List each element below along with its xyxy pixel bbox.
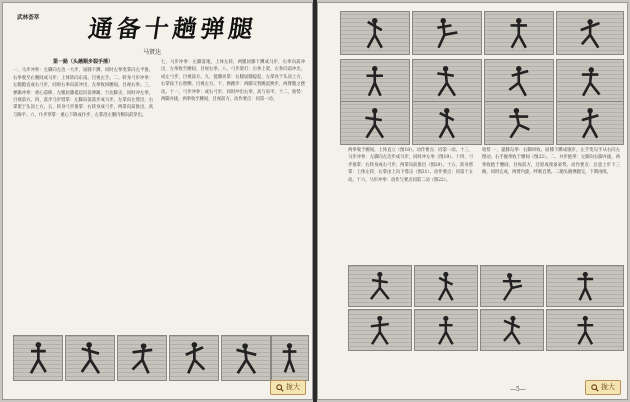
martial-arts-photo bbox=[480, 309, 544, 351]
zoom-label: 拢大 bbox=[601, 383, 615, 391]
zoom-button[interactable] bbox=[270, 380, 306, 395]
martial-arts-photo bbox=[348, 265, 412, 307]
left-column-2 bbox=[161, 59, 305, 103]
left-column-1 bbox=[13, 59, 153, 119]
right-column-1: 两拳收于腰间，上体直立（图18）。动作要点：同第一动。十三、马步冲拳：左脚向左迈步成马步，同时冲左拳（图19）。十四、弓步推掌：右转身成右弓步，两掌向前推出（图20）。十五、转身劈掌：上体左转，右掌由上向下劈击（图21）。动作要点：同第十五动。十六、马步冲拳：动作与要点同第二动（图22）。 bbox=[348, 148, 473, 183]
martial-arts-photo bbox=[271, 335, 309, 381]
martial-arts-photo bbox=[221, 335, 271, 381]
martial-arts-photo bbox=[412, 11, 482, 55]
martial-arts-photo bbox=[556, 101, 624, 145]
martial-arts-photo bbox=[348, 309, 412, 351]
martial-arts-photo bbox=[412, 59, 482, 103]
magnifier-icon bbox=[591, 384, 599, 392]
martial-arts-photo bbox=[13, 335, 63, 381]
author-name: 马贤达 bbox=[143, 49, 162, 56]
page-number: —5— bbox=[510, 386, 526, 393]
martial-arts-photo bbox=[546, 265, 624, 307]
left-page bbox=[2, 2, 313, 400]
martial-arts-photo bbox=[117, 335, 167, 381]
section-heading: 第一路（头趟顺步裂手捶） bbox=[52, 59, 113, 65]
left-column-2-text: 七、马步冲拳：左脚落地，上体左转，两腿屈膝下蹲成马步，右拳向前冲出，左拳收至腰间，目视右拳。八、弓步架打：右拳上架，左拳向前冲出，成左弓步，目视前方。九、提膝亮掌：右腿屈膝提起，左掌亮于头顶上方，右掌按于右胯侧，目视左方。十、换跳步：两脚交替跳起换步，两臂随之摆动。十一、弓步冲拳：成右弓步，同时冲出右拳，高与肩平。十二、收势：两脚并拢，两拳收至腰间，目视前方。动作要点：同第一动。 bbox=[161, 60, 305, 103]
martial-arts-photo bbox=[340, 11, 410, 55]
martial-arts-photo bbox=[412, 101, 482, 145]
martial-arts-photo bbox=[546, 309, 624, 351]
article-title: 通备十趟弹腿 bbox=[86, 14, 259, 43]
martial-arts-photo bbox=[484, 11, 554, 55]
zoom-label: 拢大 bbox=[286, 383, 300, 391]
magnifier-icon bbox=[276, 384, 284, 392]
martial-arts-photo bbox=[556, 11, 624, 55]
martial-arts-photo bbox=[480, 265, 544, 307]
series-label: 武林荟萃 bbox=[17, 15, 40, 21]
martial-arts-photo bbox=[414, 309, 478, 351]
zoom-button[interactable] bbox=[585, 380, 621, 395]
right-column-2: 收势 一、提膝勾拳：右脚回收，屈膝下蹲成歇步，左手变勾手从右向左摆动，右手握拳收于腰间（图22）。二、并步抱拳：左脚向右脚并拢，两拳收抱于腰间，目视前方，还原成预备姿势。动作要点：注意上步下三路，同时完成，两臂内旋，呼吸自然。二趟头趟弹腿完，下期再续。 bbox=[482, 148, 620, 176]
martial-arts-photo bbox=[484, 101, 554, 145]
left-column-1-text: 一、马步冲拳：左脚向左迈一大步，屈膝下蹲，同时左拳变掌向左平推，右拳收至右腰间成马步；上体转向东南。目视左手。二、转身弓步冲拳：左腿蹬直成右弓步，同时右拳向前冲出，左拳收回腰间，目视右拳。三、弹踢冲拳：重心前移，左腿屈膝提起向前弹踢，力达脚尖，同时冲左拳，目视前方。四、落步马步劈掌：左脚向前落步成马步，左掌向左劈出，右掌架于头顶上方。五、转身弓步推掌：右转身成弓步，两掌向前推出，高与胸平。六、仆步穿掌：重心下降成仆步，左掌沿左腿内侧向前穿出。 bbox=[13, 68, 153, 118]
martial-arts-photo bbox=[484, 59, 554, 103]
martial-arts-photo bbox=[556, 59, 624, 103]
martial-arts-photo bbox=[340, 101, 410, 145]
right-page bbox=[317, 2, 628, 400]
martial-arts-photo bbox=[65, 335, 115, 381]
martial-arts-photo bbox=[169, 335, 219, 381]
martial-arts-photo bbox=[340, 59, 410, 103]
martial-arts-photo bbox=[414, 265, 478, 307]
